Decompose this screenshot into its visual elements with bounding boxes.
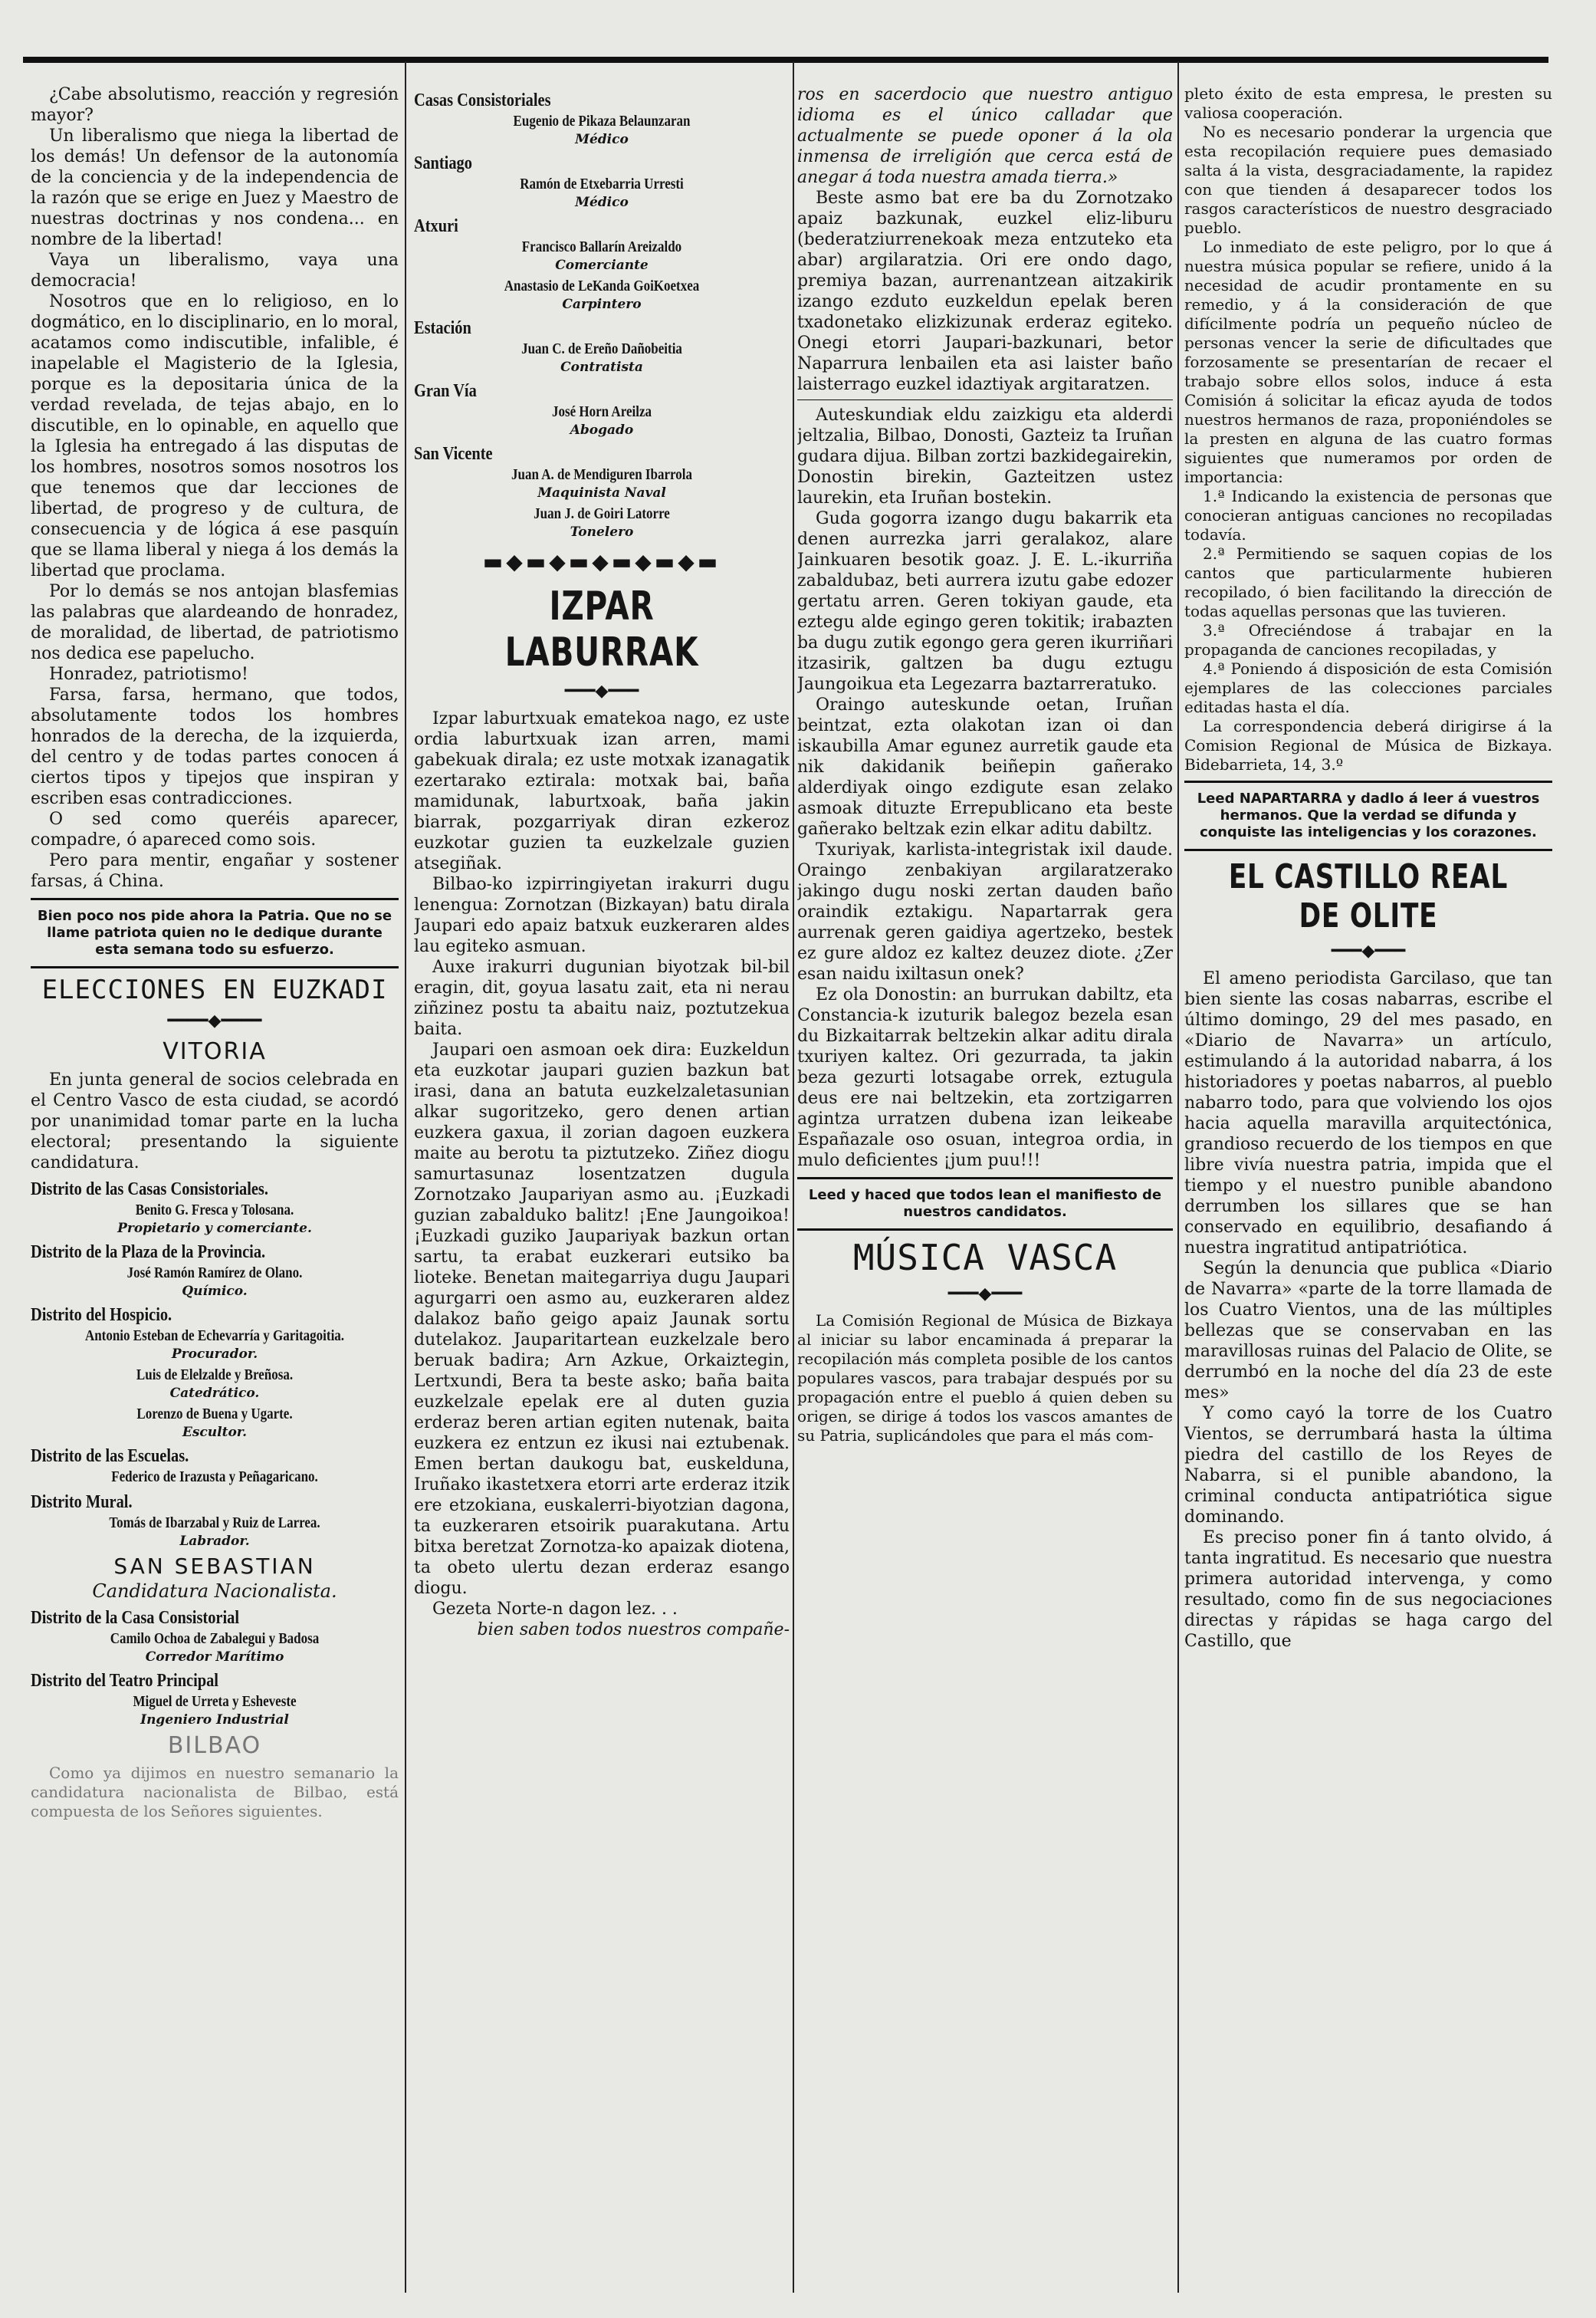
column-2 — [414, 84, 790, 2293]
paragraph: 3.ª Ofreciéndose á trabajar en la propaganda de canciones recopiladas, y — [1184, 621, 1552, 659]
ornament-divider: ━━━◆━━━ — [947, 1284, 1023, 1304]
paragraph: Es preciso poner fin á tanto olvido, á tanta ingratitud. Es necesario que nuestra primera autoridad intervenga, y como resultado, como fin de sus negociaciones directas y rápidas se haga cargo del Castillo, que — [1184, 1528, 1552, 1651]
candidate-name: Camilo Ochoa de Zabalegui y Badosa — [110, 1630, 320, 1647]
paragraph: Por lo demás se nos antojan blasfemias las palabras que alardeando de honradez, de moralidad, de libertad, de patriotismo nos dedica ese papelucho. — [31, 582, 399, 663]
paragraph: Farsa, farsa, hermano, que todos, absolutamente todos los hombres honrados de la derecha, de la izquierda, del centro y de todas partes conocen á ciertos tipos y tipejos que inspiran y escriben esas contradicciones. — [31, 686, 399, 808]
candidate-name: Francisco Ballarín Areizaldo — [521, 238, 682, 255]
paragraph: Txuriyak, karlista-integristak ixil daude. Oraingo zenbakiyan argilaratzerako jakingo dugu noski zertan dauden baño oraindik eztakigu. Napartarrak gera aurrenak geren gaidiya agertzeko, bestek ez gure aldoz ez kaltez deuzez diote. ¿Zer esan naidu ixiltasun onek? — [797, 840, 1173, 984]
city-title: SAN SEBASTIAN — [113, 1554, 316, 1579]
column-divider — [1177, 61, 1179, 2293]
paragraph: Auteskundiak eldu zaizkigu eta alderdi jeltzalia, Bilbao, Donosti, Gazteiz ta Iruñan gudara dijua. Bilban zortzi bazkidegairekin, Donostin birekin, Gazteitzen ustez laurekin, eta Iruñan bostekin. — [797, 406, 1173, 508]
paragraph: Beste asmo bat ere ba du Zornotzako apaiz bazkunak, euzkel eliz-liburu (bederatziurrenekoak meza entzuteko eta abar) argilaratzia. Ori ere ondo dago, premiya bazan, aurrenantzean aitzakirik izango ezduto euzkeldun epelak beren txadonetako elizkizunak erderaz egiteko. Onegi etorri Jaupari-bazkunari, betor Naparrura lenbailen eta asi laister baño laisterrago euzkel idaztiyak argitaratzen. — [797, 189, 1173, 394]
column-3 — [797, 84, 1173, 2293]
candidate-role: Abogado — [570, 423, 634, 438]
paragraph: Oraingo auteskunde oetan, Iruñan beintzat, ezta olakotan izan oi dan iskaubilla Amar egunez aurretik gaude eta nik dakidanik beiñepin gañerako alderdiyak oingo ezdigute esan zelako asmoak dituzte Errepublicano eta beste gañerako beltzak ezin elkar aditu dabiltz. — [797, 695, 1173, 839]
district-name: Gran Vía — [414, 381, 477, 401]
candidate-role: Médico — [575, 195, 629, 210]
candidate-role: Carpintero — [562, 297, 642, 312]
section-title: ELECCIONES EN EUZKADI — [41, 975, 388, 1005]
district-name: San Vicente — [414, 444, 493, 464]
top-rule — [23, 57, 1548, 63]
candidate-name: Tomás de Ibarzabal y Ruiz de Larrea. — [109, 1514, 320, 1531]
paragraph: bien saben todos nuestros compañe- — [477, 1620, 790, 1639]
boxed-note: Leed NAPARTARRA y dadlo á leer á vuestros hermanos. Que la verdad se difunda y conquiste las inteligencias y los corazones. — [1197, 791, 1540, 840]
boxed-note: Bien poco nos pide ahora la Patria. Que no se llame patriota quien no le dedique durante esta semana todo su esfuerzo. — [37, 908, 392, 958]
city-subtitle: Candidatura Nacionalista. — [92, 1580, 337, 1602]
paragraph: Izpar laburtxuak ematekoa nago, ez uste ordia laburtxuak izan arren, mami gabekuak dirala; ez uste motxak izanagatik ezertarako eztirala: motxak bai, baña mamidunak, laburtxoak, baña jakin biarrak, pozgarriyak diran ezkeroz euzkotar guzien ta euzkelzale guzien atsegiñak. — [414, 709, 790, 873]
paragraph: No es necesario ponderar la urgencia que esta recopilación requiere pues demasiado salta á la vista, desgraciadamente, la rapidez con que tienden á desaparecer todos los rasgos característicos de nuestro desgraciado pueblo. — [1184, 123, 1552, 237]
candidate-role: Propietario y comerciante. — [117, 1221, 312, 1236]
candidate-name: Federico de Irazusta y Peñagaricano. — [111, 1468, 318, 1485]
district-name: Distrito de la Plaza de la Provincia. — [31, 1242, 266, 1262]
section-rule — [1184, 849, 1552, 851]
candidate-role: Catedrático. — [169, 1386, 260, 1401]
candidate-name: Ramón de Etxebarria Urresti — [520, 176, 684, 192]
candidate-role: Médico — [575, 132, 629, 147]
paragraph: La Comisión Regional de Música de Bizkaya al iniciar su labor encaminada á preparar la recopilación más completa posible de los cantos populares vascos, para trabajar después por su propagación entre el pueblo á quien deben su origen, se dirige á todos los vascos amantes de su Patria, suplicándoles que para el más com- — [797, 1311, 1173, 1445]
column-divider — [405, 61, 406, 2293]
district-name: Distrito de las Escuelas. — [31, 1446, 189, 1466]
district-name: Distrito Mural. — [31, 1492, 133, 1512]
district-name: Distrito de las Casas Consistoriales. — [31, 1179, 268, 1199]
candidate-role: Escultor. — [182, 1425, 248, 1440]
column-4 — [1184, 84, 1552, 2293]
section-rule — [1184, 781, 1552, 783]
candidate-role: Químico. — [182, 1284, 248, 1299]
candidate-name: Juan A. de Mendiguren Ibarrola — [511, 466, 692, 483]
candidate-role: Ingeniero Industrial — [140, 1712, 289, 1728]
paragraph: Honradez, patriotismo! — [49, 665, 248, 684]
candidate-role: Contratista — [560, 360, 643, 375]
paragraph: Bilbao-ko izpirringiyetan irakurri dugu lenengua: Zornotzan (Bizkayan) batu dirala Jaupari edo apaiz batxuk euzkeraren aldes lau egiteko asmuan. — [414, 875, 790, 956]
column-1 — [31, 84, 399, 2293]
district-name: Estación — [414, 318, 471, 338]
candidate-name: José Ramón Ramírez de Olano. — [126, 1264, 303, 1281]
section-title: EL CASTILLO REAL DE OLITE — [1228, 857, 1509, 935]
candidate-name: Juan C. de Ereño Dañobeitia — [521, 340, 682, 357]
section-rule — [797, 399, 1173, 400]
section-rule — [31, 898, 399, 900]
paragraph: La correspondencia deberá dirigirse á la Comision Regional de Música de Bizkaya. Bidebarrieta, 14, 3.º — [1184, 717, 1552, 774]
paragraph: Auxe irakurri dugunian biyotzak bil-bil eragin, dit, goyua lasatu zait, eta ni nerau ziñzinez postu ta abaitu naiz, poztutzekua baita. — [414, 958, 790, 1039]
paragraph: Jaupari oen asmoan oek dira: Euzkeldun eta euzkotar jaupari guzien bazkun bat irasi, dana an batuta euzkelzaletasunian alkar sugoritzeko, gero denen artian euzkera gaxua, il zorian dagoen euzkera maite au berotu ta piztutzeko. Ziñez diogu samurtasunaz losentzatzen dugula Zornotzako Jaupariyan asmo au. ¡Euzkadi guzian zabalduko balitz! ¡Ene Jaungoikoa! ¡Euzkadi guziko Jaupariyak bazkun ortan sartu, ta erabat euzkerari eutsiko ba lioteke. Benetan maitegarriya dugu Jaupari agurgarri oen asmo au, euzkeraren aldez dalakoz baño geigo apaiz Jaunak sortu dutelakoz. Jauparitartean euzkelzale bero beruak badira; Arn Azkue, Orkaiztegin, Lertxundi, Bera ta beste asko; baña baita euzkelzale epelak ere al duten guzia erderaz beren artian egiten nutenak, baita euzkera ez entzun ez ikusi nai eztubenak. Emen bertan daukogu bat, euskelduna, Iruñako ikastetxera etorri arte erderaz itzik ere etzokiana, euskalerri-biyotzian dagona, ta euzkeraren etsoirik puarakutana. Artu bitxa beretzat Zornotza-ko apaizak diotena, ta obeto ulertu dezan erderaz esango diogu. — [414, 1041, 790, 1598]
paragraph: Guda gogorra izango dugu bakarrik eta denen aurrezka jarri geralakoz, alare Jainkuaren besotik goaz. J. E. L.-ikurriña zabaldubaz, beti aurrera izutu gabe edozer gertatu arren. Geren tokiyan gaude, eta eztegu alde egingo geren tokitik; irabazten ba dugu zutik egongo gera geren ikurriñari itzasirik, galtzen ba dugu eztugu Jaungoikua eta Legezarra baztarreratuko. — [797, 509, 1173, 694]
paragraph: El ameno periodista Garcilaso, que tan bien siente las cosas nabarras, escribe el último domingo, 29 del mes pasado, en «Diario de Navarra» un artículo, estimulando á la autoridad nabarra, á los historiadores y poetas nabarros, al pueblo nabarro todo, para que volviendo los ojos hacia aquella maravilla arquitectónica, grandioso recuerdo de los tiempos en que libre vivía nuestra patria, impida que el tiempo y el nuestro punible abandono derrumben los sillares que se han conservado en equilibrio, desafiando á nuestra ingratitud antipatriótica. — [1184, 969, 1552, 1258]
column-divider — [793, 61, 794, 2293]
district-name: Distrito de la Casa Consistorial — [31, 1608, 239, 1628]
ornament-divider: ━━━◆━━━ — [1331, 942, 1406, 961]
paragraph: Como ya dijimos en nuestro semanario la candidatura nacionalista de Bilbao, está compuesta de los Señores siguientes. — [31, 1764, 399, 1820]
paragraph: Ez ola Donostin: an burrukan dabiltz, eta Constancia-k izuturik balegoz bezela esan du Bizkaitarrak beltzekin alkar aditu dirala txuriyen kaltez. Ori gezurrada, ta jakin beza gezurti lotsagabe orrek, eztugula deus ere nai beltzekin, eta zortzigarren agintza urratzen dubena izan leikeabe Españazale oso osuan, integroa ordia, in mulo deficientes ¡jum puu!!! — [797, 985, 1173, 1170]
paragraph: ¿Cabe absolutismo, reacción y regresión mayor? — [31, 85, 399, 125]
candidate-name: Benito G. Fresca y Tolosana. — [135, 1202, 294, 1218]
bilbao-candidate-list — [414, 90, 790, 540]
ornament-divider: ━━━━◆━━━━ — [167, 1011, 262, 1031]
candidate-name: Luis de Elelzalde y Breñosa. — [136, 1366, 294, 1383]
district-name: Distrito del Hospicio. — [31, 1305, 172, 1325]
paragraph: Y como cayó la torre de los Cuatro Vientos, se derrumbará hasta la última piedra del castillo de los Reyes de Nabarra, si el punible abandono, la criminal conducta antipatriótica sigue dominando. — [1184, 1404, 1552, 1527]
section-rule — [31, 966, 399, 968]
district-name: Santiago — [414, 153, 472, 173]
candidate-name: Antonio Esteban de Echevarría y Garitagoitia. — [84, 1327, 345, 1344]
candidate-name: Miguel de Urreta y Esheveste — [133, 1693, 297, 1710]
ornament-divider: ▬◆▬◆▬◆▬◆▬◆▬ — [482, 549, 721, 574]
paragraph: 4.ª Poniendo á disposición de esta Comisión ejemplares de las colecciones parciales editadas hasta el día. — [1184, 659, 1552, 716]
section-title: IZPAR LABURRAK — [504, 584, 699, 676]
paragraph: 1.ª Indicando la existencia de personas que conocieran antiguas canciones no recopiladas todavía. — [1184, 487, 1552, 544]
district-name: Atxuri — [414, 216, 458, 236]
paragraph: Gezeta Norte-n dagon lez. . . — [432, 1600, 678, 1619]
paragraph: Según la denuncia que publica «Diario de Navarra» «parte de la torre llamada de los Cuatro Vientos, una de las múltiples bellezas que se conservaban en las maravillosas ruinas del Palacio de Olite, se derrumbó en la noche del día 23 de este mes» — [1184, 1259, 1552, 1402]
paragraph: pleto éxito de esta empresa, le presten su valiosa cooperación. — [1184, 84, 1552, 122]
candidate-name: Anastasio de LeKanda GoiKoetxea — [504, 278, 700, 294]
paragraph: 2.ª Permitiendo se saquen copias de los cantos que particularmente hubieren recopilado, ó bien facilitando la dirección de todas aquellas personas que las tuvieren. — [1184, 544, 1552, 620]
candidate-role: Procurador. — [171, 1346, 258, 1362]
candidate-role: Labrador. — [179, 1534, 250, 1549]
district-name: Casas Consistoriales — [414, 90, 551, 110]
candidate-name: José Horn Areilza — [551, 403, 652, 420]
section-rule — [797, 1228, 1173, 1231]
quote: ros en sacerdocio que nuestro antiguo idioma es el único calladar que actualmente se puede oponer á la ola inmensa de irreligión que cerca está de anegar á toda nuestra amada tierra.» — [797, 85, 1173, 187]
candidate-name: Lorenzo de Buena y Ugarte. — [136, 1406, 293, 1422]
ornament-divider: ━━━◆━━━ — [564, 682, 639, 701]
city-title: BILBAO — [167, 1732, 262, 1759]
candidate-role: Maquinista Naval — [537, 485, 666, 501]
paragraph: Vaya un liberalismo, vaya una democracia! — [31, 251, 399, 291]
paragraph: O sed como queréis aparecer, compadre, ó apareced como sois. — [31, 810, 399, 850]
section-rule — [797, 1177, 1173, 1179]
candidate-role: Comerciante — [555, 258, 649, 273]
district-name: Distrito del Teatro Principal — [31, 1671, 218, 1691]
candidate-role: Tonelero — [570, 524, 634, 540]
boxed-note: Leed y haced que todos lean el manifiesto de nuestros candidatos. — [808, 1187, 1162, 1220]
paragraph: Lo inmediato de este peligro, por lo que á nuestra música popular se refiere, unido á la necesidad de acudir prontamente en su remedio, y á la consideración de que difícilmente podría un pequeño núcleo de personas vencer la serie de dificultades que forzosamente se presentarían de recaer el trabajo sobre ellos solos, induce á esta Comisión á solicitar la eficaz ayuda de todos nuestros hermanos de raza, proponiéndoles se la presten en alguna de las cuatro formas siguientes que numeramos por orden de importancia: — [1184, 238, 1552, 486]
city-title: VITORIA — [163, 1038, 267, 1065]
candidate-name: Juan J. de Goiri Latorre — [534, 505, 670, 522]
candidate-role: Corredor Marítimo — [145, 1649, 284, 1665]
paragraph: Pero para mentir, engañar y sostener farsas, á China. — [31, 851, 399, 891]
paragraph: Un liberalismo que niega la libertad de los demás! Un defensor de la autonomía de la conciencia y de la independencia de la razón que se erige en Juez y Maestro de nuestras doctrinas y nos condena... en nombre de la libertad! — [31, 127, 399, 249]
candidate-name: Eugenio de Pikaza Belaunzaran — [513, 113, 691, 130]
paragraph: Nosotros que en lo religioso, en lo dogmático, en lo disciplinario, en lo moral, acatamos como indiscutible, infalible, é inapelable el Magisterio de la Iglesia, porque es la depositaria única de la verdad revelada, de tejas abajo, en lo discutible, en lo opinable, en aquello que la Iglesia ha entregado á las disputas de los hombres, nosotros somos nosotros los que tenemos que dar lecciones de libertad, de progreso y de cultura, de consecuencia y de lógica á ese pasquín que se llama liberal y niega á los demás la libertad que proclama. — [31, 292, 399, 580]
section-title: MÚSICA VASCA — [852, 1237, 1118, 1278]
candidate-list — [31, 1179, 399, 1549]
paragraph: En junta general de socios celebrada en el Centro Vasco de esta ciudad, se acordó por unanimidad tomar parte en la lucha electoral; presentando la siguiente candidatura. — [31, 1070, 399, 1172]
